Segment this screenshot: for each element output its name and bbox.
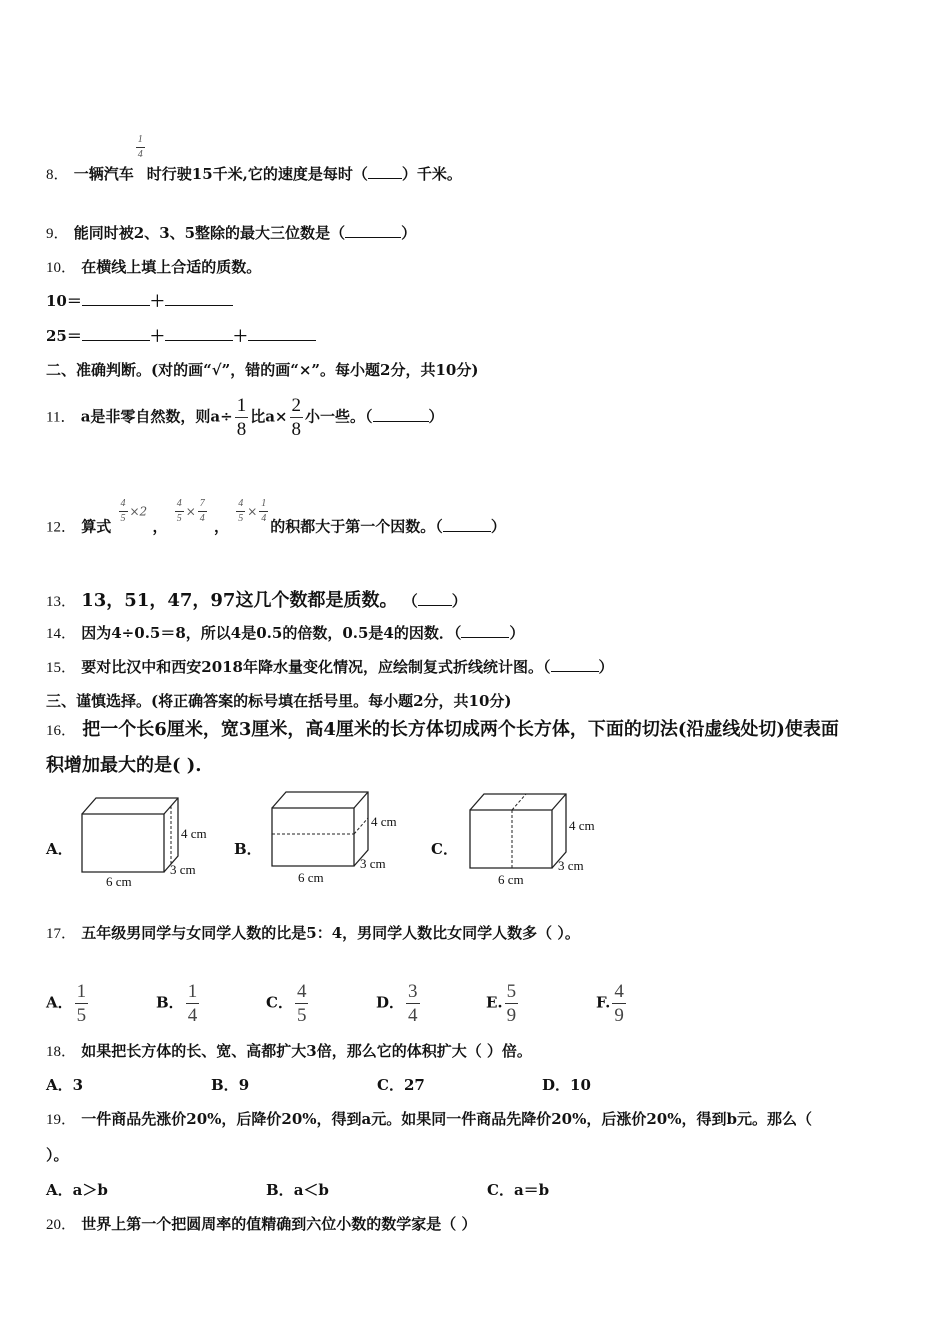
question-text: ） xyxy=(509,624,525,642)
option-a-label[interactable]: A． xyxy=(46,840,73,858)
question-19 xyxy=(46,1108,812,1129)
option-c-label[interactable]: C． xyxy=(431,840,458,858)
option-a[interactable]: A．a＞b xyxy=(46,1181,108,1199)
fraction: $\frac{1}{4}$ xyxy=(187,981,198,1026)
question-16-cont: 积增加最大的是( ). xyxy=(46,755,202,776)
expression-2: $\frac{4}{5}$ × $\frac{7}{4}$ xyxy=(176,498,205,524)
equation-lhs: 25＝ xyxy=(46,327,82,345)
cuboid-diagram-b xyxy=(268,788,418,888)
question-text: 的积都大于第一个因数。（ xyxy=(270,517,443,536)
equation-10 xyxy=(46,290,233,311)
answer-blank[interactable] xyxy=(373,409,429,422)
question-text: 一件商品先涨价20%，后降价20%，得到a元。如果同一件商品先降价20%，后涨价20%，得到b元。那么（ xyxy=(81,1110,812,1128)
height-label: 4 cm xyxy=(371,814,397,829)
plus-sign: ＋ xyxy=(149,292,165,310)
question-number: 18． xyxy=(46,1044,77,1060)
fraction: $\frac{4}{9}$ xyxy=(614,981,624,1026)
answer-blank[interactable] xyxy=(82,293,150,306)
question-text: a是非零自然数，则a÷ xyxy=(80,407,233,426)
width-label: 3 cm xyxy=(170,862,196,877)
question-text: 一辆汽车 xyxy=(73,165,134,183)
length-label: 6 cm xyxy=(106,874,132,889)
answer-blank[interactable] xyxy=(443,519,491,532)
question-number: 15． xyxy=(46,660,77,676)
option-b[interactable]: B． $\frac{1}{4}$ xyxy=(156,981,198,1026)
section-heading: 三、谨慎选择。(将正确答案的标号填在括号里。每小题2分，共10分) xyxy=(46,692,512,710)
plus-sign: ＋ xyxy=(232,327,248,345)
option-b[interactable]: B．9 xyxy=(211,1076,250,1094)
question-text: 在横线上填上合适的质数。 xyxy=(81,258,262,276)
option-e[interactable]: E. $\frac{5}{9}$ xyxy=(486,981,517,1026)
question-12 xyxy=(46,499,506,537)
option-a[interactable]: A．3 xyxy=(46,1076,84,1094)
question-number: 13． xyxy=(46,594,77,610)
fraction-one-quarter: $\frac{1}{4}$ xyxy=(137,134,143,160)
option-c[interactable]: C．27 xyxy=(377,1076,425,1094)
question-number: 19． xyxy=(46,1112,77,1128)
question-text: 比a× xyxy=(250,407,288,426)
height-label: 4 cm xyxy=(181,826,207,841)
question-text: ） xyxy=(451,592,467,610)
question-number: 8． xyxy=(46,167,69,183)
expression-3: $\frac{4}{5}$ × $\frac{1}{4}$ xyxy=(238,498,267,524)
fraction: $\frac{1}{5}$ xyxy=(76,981,87,1026)
question-16 xyxy=(46,715,839,741)
fraction: $\frac{3}{4}$ xyxy=(408,981,418,1026)
expression-1: $\frac{4}{5}$ ×2 xyxy=(120,498,148,524)
question-number: 10． xyxy=(46,260,77,276)
question-text: ） xyxy=(490,517,506,536)
length-label: 6 cm xyxy=(298,870,324,885)
question-number: 14． xyxy=(46,626,77,642)
question-11 xyxy=(46,396,444,439)
option-c[interactable]: C． $\frac{4}{5}$ xyxy=(266,981,307,1026)
question-9 xyxy=(46,222,416,243)
section-heading: 二、准确判断。(对的画“√”，错的画“×”。每小题2分，共10分) xyxy=(46,361,479,379)
answer-blank[interactable] xyxy=(345,225,401,238)
question-text: 把一个长6厘米，宽3厘米，高4厘米的长方体切成两个长方体，下面的切法(沿虚线处切)使表面 xyxy=(82,719,839,740)
answer-blank[interactable] xyxy=(418,593,452,606)
question-text: 因为4÷0.5＝8，所以4是0.5的倍数，0.5是4的因数．（ xyxy=(81,624,462,642)
question-17 xyxy=(46,922,580,943)
width-label: 3 cm xyxy=(558,858,584,873)
question-text: 小一些。（ xyxy=(305,407,373,426)
equation-lhs: 10＝ xyxy=(46,292,82,310)
answer-blank[interactable] xyxy=(165,328,233,341)
question-text: 13，51，47，97这几个数都是质数。 xyxy=(81,590,398,611)
question-10 xyxy=(46,256,261,277)
question-text: 算式 xyxy=(81,517,112,536)
question-15 xyxy=(46,656,614,677)
question-number: 12． xyxy=(46,519,77,536)
fraction-two-eighths: $\frac{2}{8}$ xyxy=(291,395,301,440)
height-label: 4 cm xyxy=(569,818,595,833)
question-number: 16． xyxy=(46,723,77,739)
cuboid-diagram-a xyxy=(78,792,228,892)
cuboid-diagram-c xyxy=(466,790,616,890)
fraction: $\frac{5}{9}$ xyxy=(506,981,517,1026)
option-b[interactable]: B．a＜b xyxy=(266,1181,329,1199)
option-f[interactable]: F. $\frac{4}{9}$ xyxy=(596,981,624,1026)
separator: ， xyxy=(152,517,168,536)
question-text: 五年级男同学与女同学人数的比是5：4，男同学人数比女同学人数多（ ）。 xyxy=(81,924,580,942)
question-number: 17． xyxy=(46,926,77,942)
option-b-label[interactable]: B． xyxy=(234,840,262,858)
option-d[interactable]: D．10 xyxy=(542,1076,591,1094)
question-text: 时行驶15千米,它的速度是每时（ xyxy=(146,165,368,183)
question-19-cont: ）。 xyxy=(46,1146,69,1164)
question-number: 9． xyxy=(46,226,69,242)
separator: ， xyxy=(213,517,229,536)
question-text: （ xyxy=(402,592,418,610)
question-text: 世界上第一个把圆周率的值精确到六位小数的数学家是（ ） xyxy=(81,1215,477,1233)
option-c[interactable]: C．a＝b xyxy=(487,1181,550,1199)
plus-sign: ＋ xyxy=(149,327,165,345)
answer-blank[interactable] xyxy=(461,625,509,638)
answer-blank[interactable] xyxy=(551,659,599,672)
question-8 xyxy=(46,135,462,184)
question-text: ）千米。 xyxy=(401,165,462,183)
question-text: 如果把长方体的长、宽、高都扩大3倍，那么它的体积扩大（ ）倍。 xyxy=(81,1042,532,1060)
option-d[interactable]: D． $\frac{3}{4}$ xyxy=(376,981,418,1026)
answer-blank[interactable] xyxy=(165,293,233,306)
answer-blank[interactable] xyxy=(368,166,402,179)
fraction: $\frac{4}{5}$ xyxy=(296,981,307,1026)
question-number: 20． xyxy=(46,1217,77,1233)
answer-blank[interactable] xyxy=(248,328,316,341)
question-text: 能同时被2、3、5整除的最大三位数是（ xyxy=(73,224,346,242)
fraction-one-eighth: $\frac{1}{8}$ xyxy=(236,395,247,440)
length-label: 6 cm xyxy=(498,872,524,887)
equation-25 xyxy=(46,325,316,346)
question-number: 11． xyxy=(46,409,76,426)
question-13 xyxy=(46,586,467,612)
question-18 xyxy=(46,1040,532,1061)
question-14 xyxy=(46,622,524,643)
question-20 xyxy=(46,1213,476,1234)
question-text: 要对比汉中和西安2018年降水量变化情况，应绘制复式折线统计图。（ xyxy=(81,658,551,676)
question-text: ） xyxy=(598,658,614,676)
question-text: ） xyxy=(401,224,417,242)
option-a[interactable]: A． $\frac{1}{5}$ xyxy=(46,981,87,1026)
question-text: ） xyxy=(428,407,444,426)
answer-blank[interactable] xyxy=(82,328,150,341)
width-label: 3 cm xyxy=(360,856,386,871)
